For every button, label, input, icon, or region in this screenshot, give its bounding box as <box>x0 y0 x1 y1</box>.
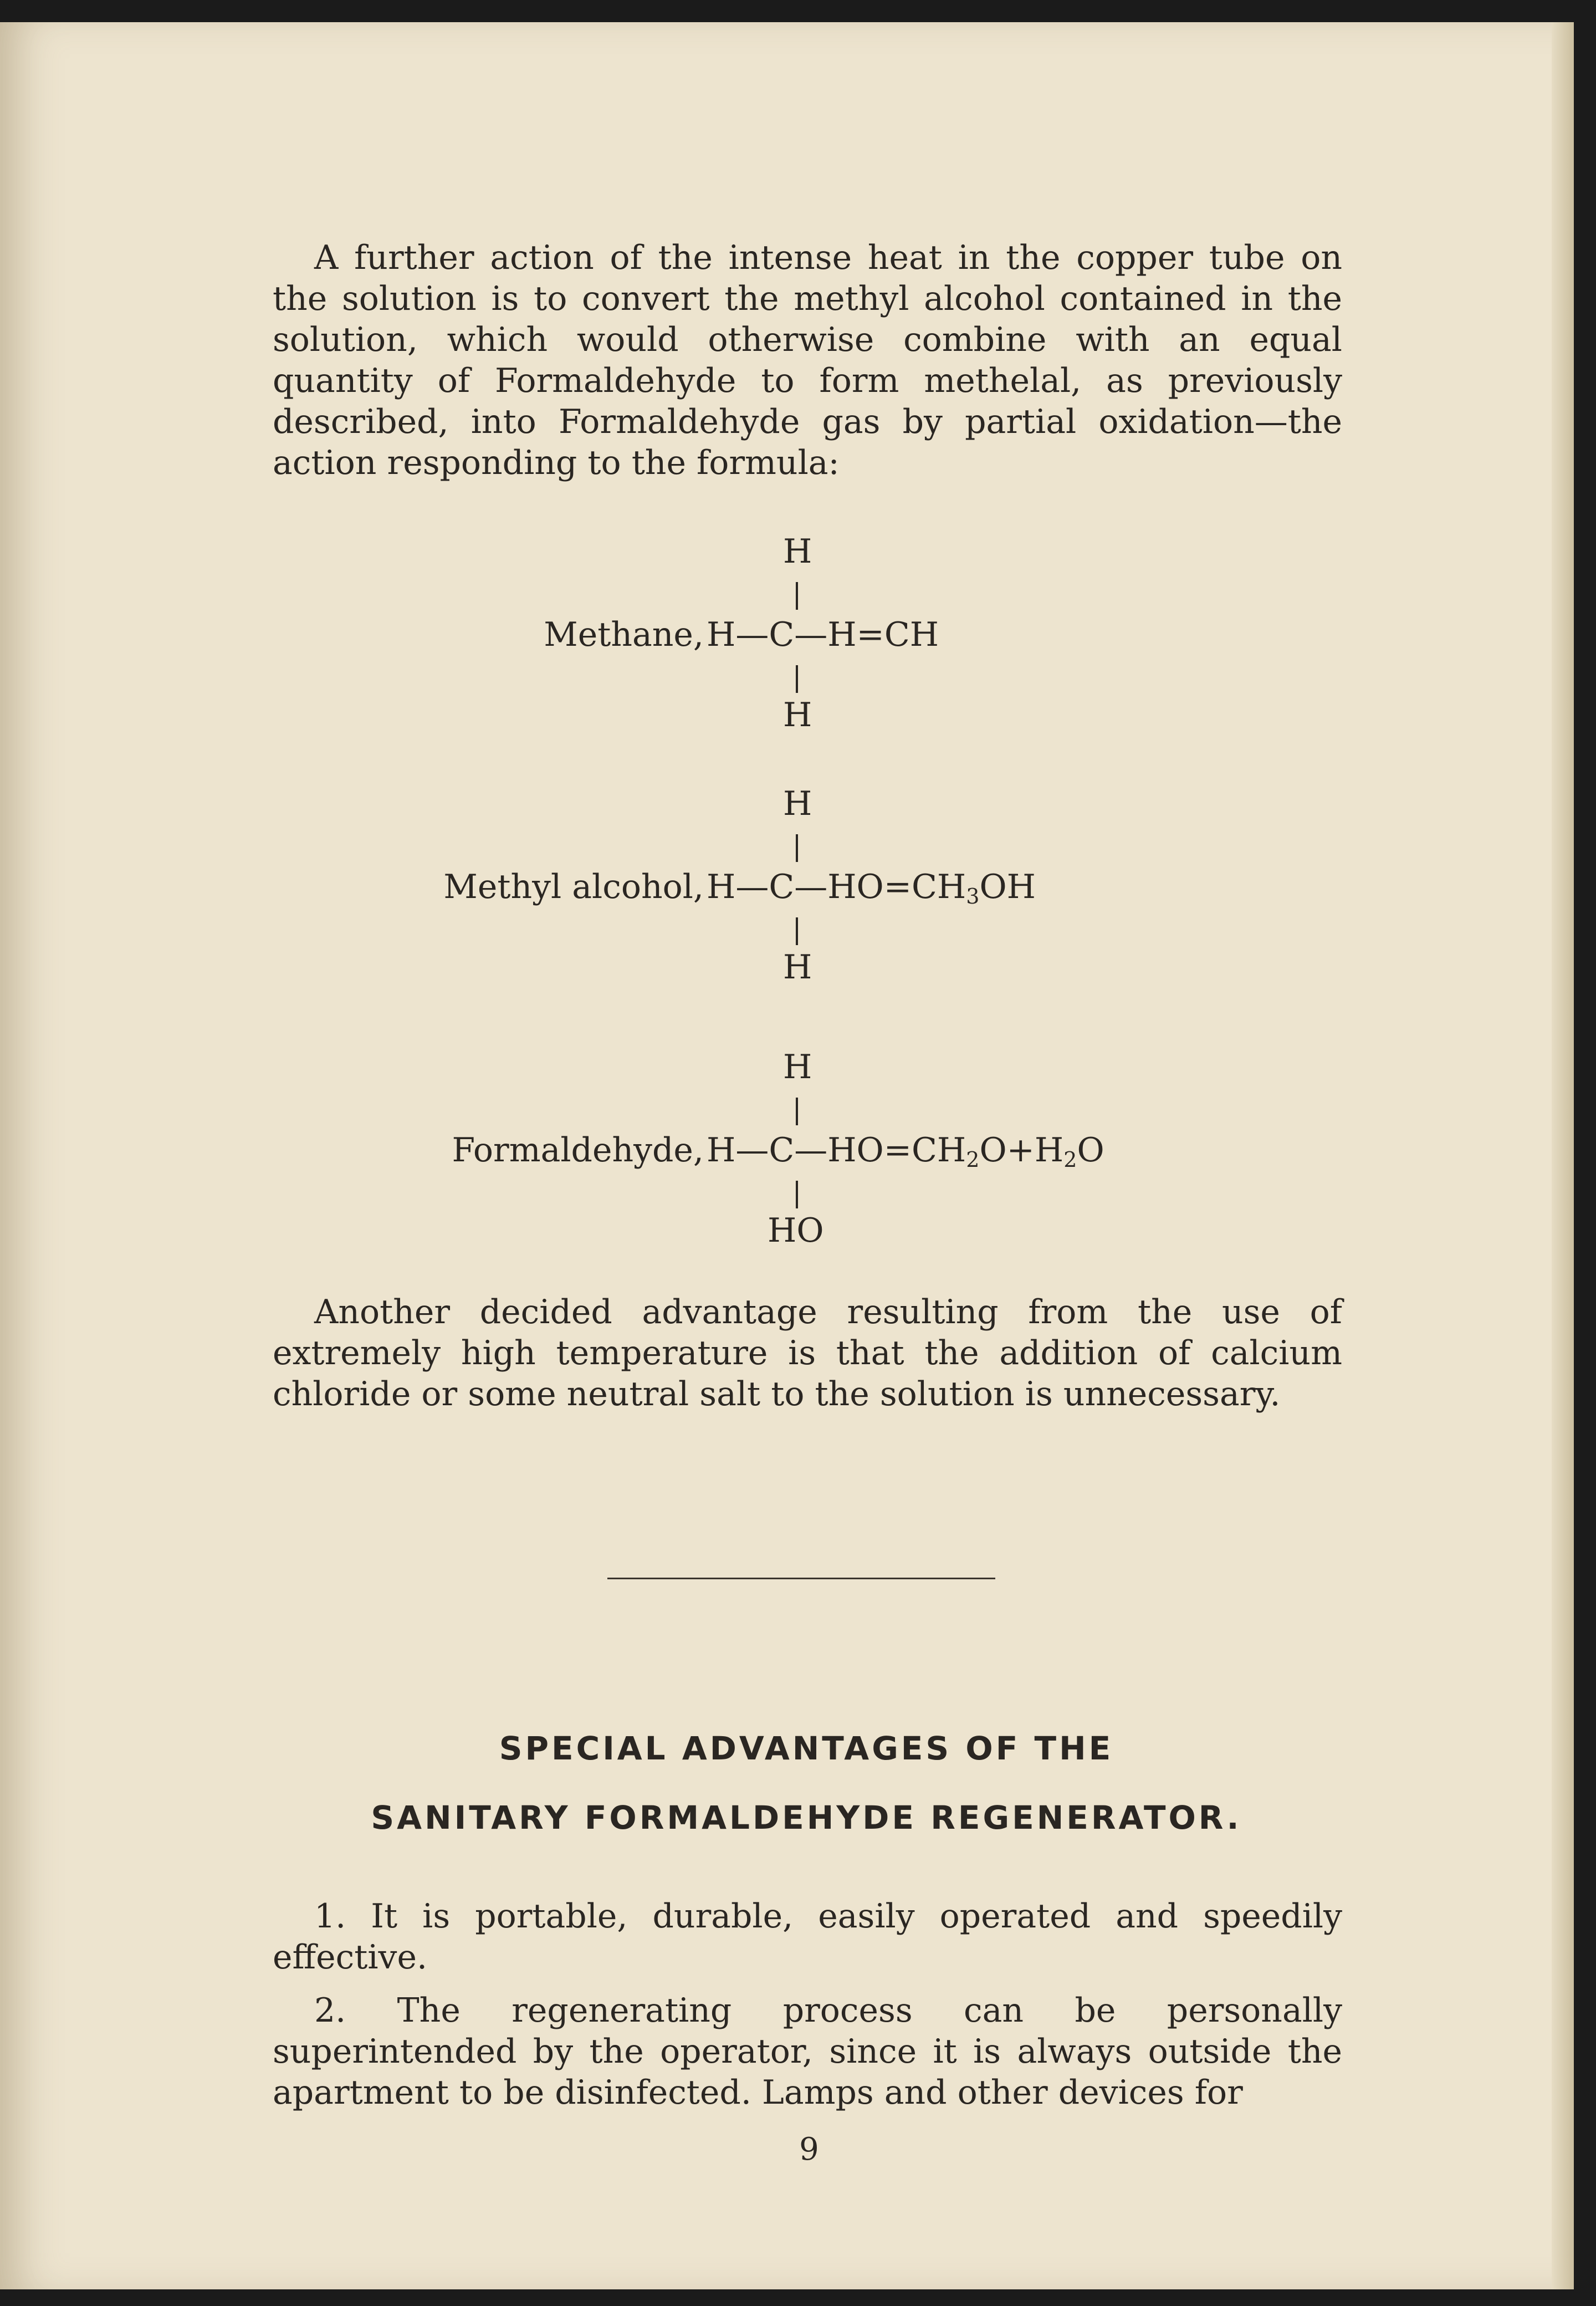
bond-line <box>796 1098 798 1125</box>
formula-methane <box>0 532 1596 743</box>
section-heading-line-1: SPECIAL ADVANTAGES OF THE <box>499 1730 1114 1767</box>
intro-paragraph-block <box>273 237 1342 483</box>
formula-formaldehyde <box>0 1048 1596 1258</box>
list-item: 1. It is portable, durable, easily operated and speedily effective. <box>273 1897 1342 1977</box>
formula-top-atom: H <box>783 784 812 823</box>
section-heading-line-2: SANITARY FORMALDEHYDE REGENERATOR. <box>371 1799 1242 1836</box>
advantages-list <box>273 1896 1342 2113</box>
intro-paragraph: A further action of the intense heat in the copper tube on the solution is to convert the methyl alcohol contained in the solution, which would otherwise combine with an equal quantity of Formaldehyde to form methelal, as previously described, into Formaldehyde gas by partial oxidation—the action responding to the formula: <box>273 238 1342 482</box>
page-number: 9 <box>799 2131 819 2167</box>
formula-name: Formaldehyde, <box>452 1131 704 1170</box>
bond-line <box>796 582 798 610</box>
formula-bottom-atom: H <box>783 696 812 734</box>
formula-name: Methane, <box>544 615 704 654</box>
formula-name: Methyl alcohol, <box>443 868 704 906</box>
bond-line <box>796 834 798 862</box>
list-item: 2. The regenerating process can be personally superintended by the operator, since it is always outside the apartment to be disinfected. Lamps and other devices for <box>273 1991 1342 2112</box>
formula-bottom-atom: H <box>783 948 812 987</box>
formula-methyl-alcohol <box>0 784 1596 995</box>
bond-line <box>796 917 798 945</box>
bond-line <box>796 1181 798 1208</box>
formula-chain: $H—C—HO=CH_3OH$ <box>707 868 1036 909</box>
formula-chain: $H—C—HO=CH_2O+H_2O$ <box>707 1131 1104 1172</box>
formula-top-atom: H <box>783 1048 812 1086</box>
formula-chain: H—C—H=CH <box>707 615 939 654</box>
formula-bottom-atom: HO <box>768 1211 824 1250</box>
bond-line <box>796 665 798 693</box>
section-divider <box>607 1578 995 1579</box>
advantage-paragraph-block <box>273 1292 1342 1415</box>
advantage-paragraph: Another decided advantage resulting from the use of extremely high temperature is that the addition of calcium chloride or some neutral salt to the solution is unnecessary. <box>273 1293 1342 1414</box>
formula-top-atom: H <box>783 532 812 571</box>
